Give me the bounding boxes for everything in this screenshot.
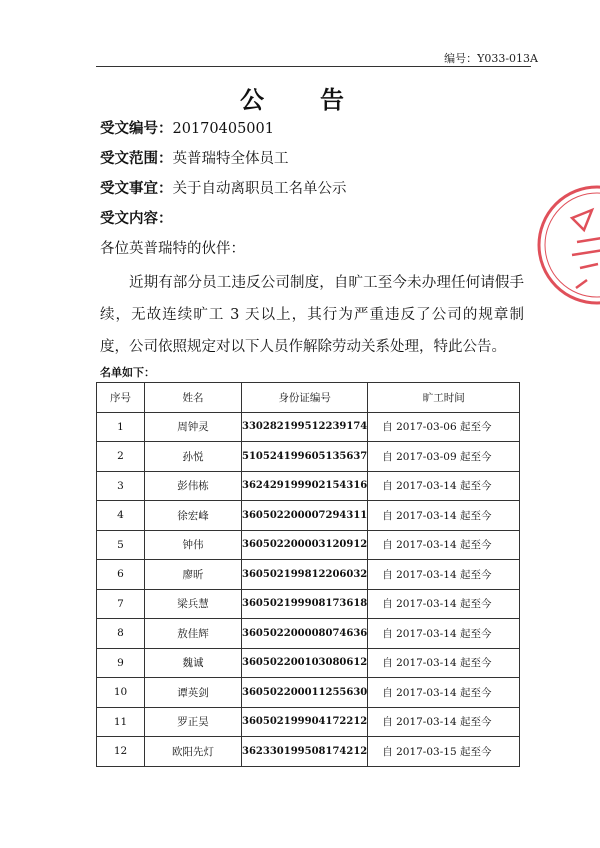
cell-absence-date: 自 2017-03-06 起至今 — [368, 412, 520, 442]
cell-name: 罗正昊 — [145, 707, 242, 737]
cell-name: 廖昕 — [145, 560, 242, 590]
table-row — [97, 737, 520, 767]
cell-index: 12 — [97, 737, 145, 767]
cell-index: 5 — [97, 530, 145, 560]
company-seal — [532, 180, 600, 310]
cell-absence-date: 自 2017-03-15 起至今 — [368, 737, 520, 767]
column-header-id: 身份证编号 — [242, 383, 368, 413]
field-value: 20170405001 — [172, 121, 274, 137]
column-header-name: 姓名 — [145, 383, 242, 413]
cell-name: 欧阳先灯 — [145, 737, 242, 767]
table-row — [97, 471, 520, 501]
cell-absence-date: 自 2017-03-14 起至今 — [368, 619, 520, 649]
cell-name: 孙悦 — [145, 442, 242, 472]
cell-absence-date: 自 2017-03-14 起至今 — [368, 589, 520, 619]
cell-index: 8 — [97, 619, 145, 649]
header-divider — [96, 66, 531, 67]
table-row — [97, 530, 520, 560]
table-row — [97, 707, 520, 737]
cell-id-number: 360502200003120912 — [242, 530, 368, 560]
table-body — [97, 412, 520, 766]
cell-id-number: 360502199904172212 — [242, 707, 368, 737]
cell-index: 11 — [97, 707, 145, 737]
cell-absence-date: 自 2017-03-14 起至今 — [368, 530, 520, 560]
cell-name: 彭伟栋 — [145, 471, 242, 501]
cell-absence-date: 自 2017-03-14 起至今 — [368, 471, 520, 501]
table-row — [97, 501, 520, 531]
field-label: 受文编号： — [100, 120, 173, 137]
cell-index: 2 — [97, 442, 145, 472]
cell-absence-date: 自 2017-03-09 起至今 — [368, 442, 520, 472]
cell-absence-date: 自 2017-03-14 起至今 — [368, 648, 520, 678]
cell-name: 魏诚 — [145, 648, 242, 678]
cell-index: 1 — [97, 412, 145, 442]
table-row — [97, 412, 520, 442]
employee-table — [96, 382, 520, 767]
cell-id-number: 360502199908173618 — [242, 589, 368, 619]
table-row — [97, 589, 520, 619]
cell-name: 梁兵慧 — [145, 589, 242, 619]
field-value: 英普瑞特全体员工 — [172, 151, 289, 167]
field-label: 受文内容： — [100, 210, 173, 227]
table-row — [97, 648, 520, 678]
cell-index: 10 — [97, 678, 145, 708]
cell-name: 谭英剑 — [145, 678, 242, 708]
cell-absence-date: 自 2017-03-14 起至今 — [368, 501, 520, 531]
greeting: 各位英普瑞特的伙伴： — [100, 241, 245, 257]
field-value: 关于自动离职员工名单公示 — [172, 181, 347, 197]
cell-absence-date: 自 2017-03-14 起至今 — [368, 678, 520, 708]
list-caption: 名单如下： — [100, 366, 155, 379]
field-content — [100, 207, 173, 228]
cell-index: 3 — [97, 471, 145, 501]
field-subject — [100, 177, 347, 198]
cell-index: 7 — [97, 589, 145, 619]
column-header-absence: 旷工时间 — [368, 383, 520, 413]
table-row — [97, 678, 520, 708]
cell-id-number: 510524199605135637 — [242, 442, 368, 472]
notice-body: 近期有部分员工违反公司制度，自旷工至今未办理任何请假手续，无故连续旷工 3 天以上，其行为严重违反了公司的规章制度，公司依照规定对以下人员作解除劳动关系处理，特此公告。 — [100, 275, 524, 355]
cell-name: 钟伟 — [145, 530, 242, 560]
cell-name: 徐宏峰 — [145, 501, 242, 531]
cell-id-number: 362429199902154316 — [242, 471, 368, 501]
cell-id-number: 360502199812206032 — [242, 560, 368, 590]
table-row — [97, 560, 520, 590]
page-title: 公 告 — [240, 85, 360, 114]
cell-id-number: 360502200007294311 — [242, 501, 368, 531]
cell-index: 6 — [97, 560, 145, 590]
field-doc-number — [100, 117, 274, 138]
cell-index: 4 — [97, 501, 145, 531]
cell-name: 周钟灵 — [145, 412, 242, 442]
column-header-index: 序号 — [97, 383, 145, 413]
field-scope — [100, 147, 289, 168]
table-header-row — [97, 383, 520, 413]
cell-absence-date: 自 2017-03-14 起至今 — [368, 560, 520, 590]
document-number: 编号：Y033-013A — [444, 52, 538, 65]
cell-id-number: 362330199508174212 — [242, 737, 368, 767]
table-row — [97, 619, 520, 649]
field-label: 受文范围： — [100, 150, 173, 167]
cell-id-number: 330282199512239174 — [242, 412, 368, 442]
cell-name: 敖佳辉 — [145, 619, 242, 649]
field-label: 受文事宜： — [100, 180, 173, 197]
cell-id-number: 360502200008074636 — [242, 619, 368, 649]
cell-absence-date: 自 2017-03-14 起至今 — [368, 707, 520, 737]
cell-id-number: 360502200011255630 — [242, 678, 368, 708]
table-row — [97, 442, 520, 472]
cell-id-number: 360502200103080612 — [242, 648, 368, 678]
cell-index: 9 — [97, 648, 145, 678]
